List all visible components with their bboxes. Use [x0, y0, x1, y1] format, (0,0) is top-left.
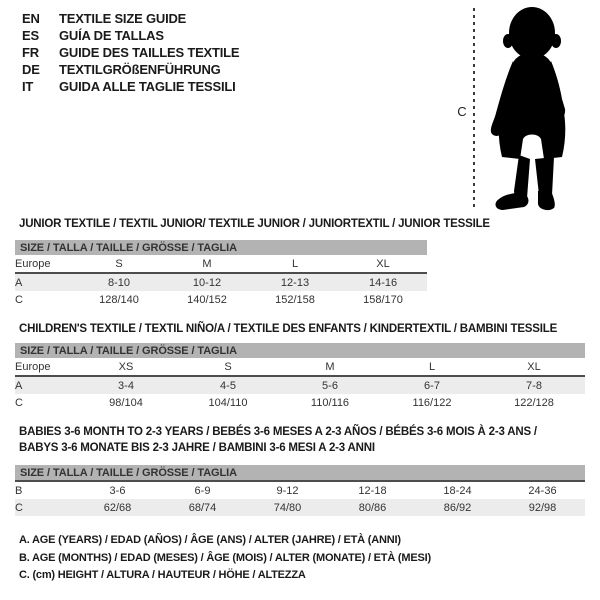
- language-code: ES: [22, 28, 39, 43]
- height-value: 86/92: [415, 499, 500, 516]
- row-label: A: [15, 376, 75, 394]
- babies-table-title: [19, 424, 584, 456]
- size-header-label: SIZE / TALLA / TAILLE / GRÖSSE / TAGLIA: [15, 465, 585, 481]
- language-label: TEXTILGRÖßENFÜHRUNG: [59, 62, 221, 77]
- height-measure-label: C: [457, 104, 467, 119]
- height-value: 98/104: [109, 396, 143, 409]
- size-value: XS: [118, 360, 134, 373]
- row-label: C: [15, 396, 23, 409]
- table-row-age: [15, 273, 427, 291]
- children-table-title: CHILDREN'S TEXTILE / TEXTIL NIÑO/A / TEXTILE DES ENFANTS / KINDERTEXTIL / BAMBINI TESSILE: [19, 323, 558, 335]
- height-value: 140/152: [187, 293, 227, 306]
- size-value: XL: [527, 360, 541, 373]
- height-value: 80/86: [330, 499, 415, 516]
- junior-size-table: [15, 240, 427, 308]
- size-value: L: [428, 360, 436, 373]
- children-size-table: [15, 343, 585, 411]
- age-value: 4-5: [177, 376, 279, 394]
- height-value: 116/122: [412, 396, 452, 409]
- age-value: 10-12: [163, 273, 251, 291]
- table-row-age: [15, 376, 585, 394]
- height-value: 62/68: [75, 499, 160, 516]
- language-title-list: [22, 10, 239, 95]
- language-label: GUIDA ALLE TAGLIE TESSILI: [59, 79, 236, 94]
- size-value: M: [202, 257, 212, 270]
- table-row-height: [15, 499, 585, 516]
- language-row: [22, 10, 239, 27]
- language-label: TEXTILE SIZE GUIDE: [59, 11, 187, 26]
- height-measure-dotted-line: [472, 8, 476, 208]
- size-value: S: [115, 257, 123, 270]
- table-row-europe: [15, 255, 427, 273]
- height-value: 158/170: [363, 293, 403, 306]
- footnotes: [19, 534, 431, 587]
- table-row-age-months: [15, 481, 585, 499]
- babies-size-table: [15, 465, 585, 516]
- babies-title-line-2: BABYS 3-6 MONATE BIS 2-3 JAHRE / BAMBINI 3-6 MESI A 2-3 ANNI: [19, 442, 375, 454]
- footnote-a: A. AGE (YEARS) / EDAD (AÑOS) / ÂGE (ANS) / ALTER (JAHRE) / ETÀ (ANNI): [19, 534, 401, 546]
- age-value: 3-4: [75, 376, 177, 394]
- age-value: 9-12: [276, 484, 299, 497]
- size-value: S: [224, 360, 232, 373]
- row-label: Europe: [15, 360, 51, 373]
- height-value: 152/158: [275, 293, 315, 306]
- footnote-b: B. AGE (MONTHS) / EDAD (MESES) / ÂGE (MOIS) / ALTER (MONATE) / ETÀ (MESI): [19, 551, 431, 564]
- age-value: 8-10: [75, 273, 163, 291]
- language-code: EN: [22, 11, 40, 26]
- language-row: [22, 61, 239, 78]
- language-row: [22, 44, 239, 61]
- height-value: 68/74: [160, 499, 245, 516]
- size-value: M: [325, 360, 335, 373]
- language-label: GUÍA DE TALLAS: [59, 28, 164, 43]
- footnote-c: C. (cm) HEIGHT / ALTURA / HAUTEUR / HÖHE / ALTEZZA: [19, 569, 306, 581]
- language-code: DE: [22, 62, 40, 77]
- age-value: 24-36: [528, 484, 557, 497]
- row-label: C: [15, 293, 23, 306]
- size-header-label: SIZE / TALLA / TAILLE / GRÖSSE / TAGLIA: [15, 240, 427, 255]
- language-code: FR: [22, 45, 39, 60]
- age-value: 3-6: [109, 484, 126, 497]
- size-value: XL: [376, 257, 390, 270]
- height-value: 110/116: [310, 396, 350, 409]
- height-value: 128/140: [99, 293, 139, 306]
- language-row: [22, 78, 239, 95]
- age-value: 5-6: [279, 376, 381, 394]
- age-value: 12-13: [251, 273, 339, 291]
- row-label: C: [15, 499, 75, 516]
- size-header-label: SIZE / TALLA / TAILLE / GRÖSSE / TAGLIA: [15, 343, 585, 358]
- age-value: 6-7: [381, 376, 483, 394]
- junior-table-title: JUNIOR TEXTILE / TEXTIL JUNIOR/ TEXTILE JUNIOR / JUNIORTEXTIL / JUNIOR TESSILE: [19, 218, 490, 230]
- row-label: B: [15, 484, 23, 497]
- language-code: IT: [22, 79, 34, 94]
- age-value: 12-18: [358, 484, 387, 497]
- size-value: L: [291, 257, 299, 270]
- height-value: 74/80: [245, 499, 330, 516]
- row-label: Europe: [15, 257, 51, 270]
- age-value: 18-24: [443, 484, 472, 497]
- babies-title-line-1: BABIES 3-6 MONTH TO 2-3 YEARS / BEBÉS 3-6 MESES A 2-3 AÑOS / BÉBÉS 3-6 MOIS À 2-3 ANS /: [19, 426, 537, 438]
- height-value: 104/110: [208, 396, 248, 409]
- table-row-height: [15, 394, 585, 411]
- height-value: 92/98: [500, 499, 585, 516]
- table-row-height: [15, 291, 427, 308]
- row-label: A: [15, 273, 75, 291]
- size-header-row: [15, 343, 585, 358]
- language-label: GUIDE DES TAILLES TEXTILE: [59, 45, 240, 60]
- age-value: 6-9: [194, 484, 211, 497]
- table-row-europe: [15, 358, 585, 376]
- height-value: 122/128: [514, 396, 554, 409]
- size-header-row: [15, 240, 427, 255]
- language-row: [22, 27, 239, 44]
- age-value: 7-8: [483, 376, 585, 394]
- toddler-silhouette-image: [486, 5, 578, 211]
- size-header-row: [15, 465, 585, 481]
- age-value: 14-16: [339, 273, 427, 291]
